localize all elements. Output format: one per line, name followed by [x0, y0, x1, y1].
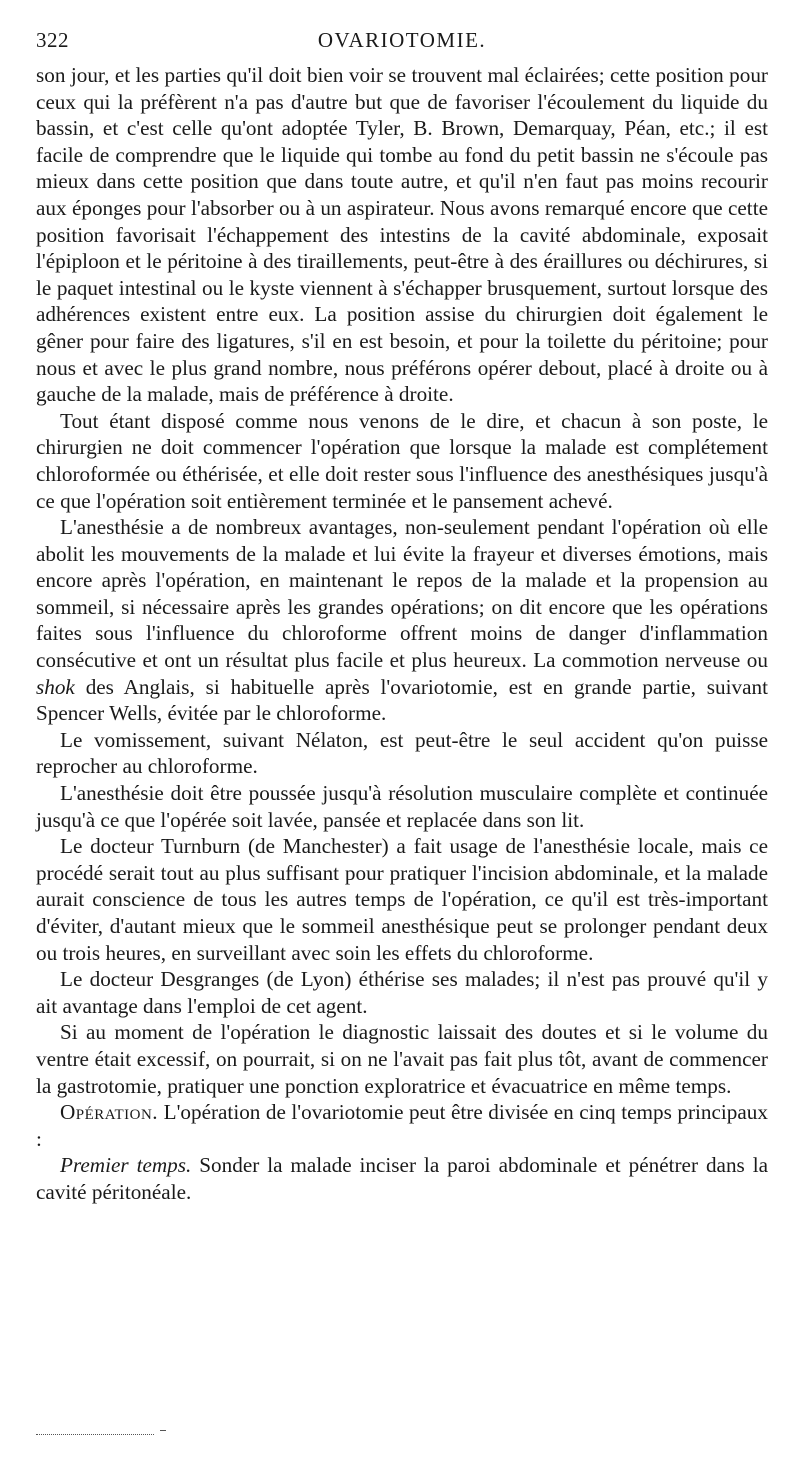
- premier-temps-paragraph: [36, 1152, 768, 1205]
- shok-term: shok: [36, 674, 75, 699]
- paragraph-1: son jour, et les parties qu'il doit bien voir se trouvent mal éclairées; cette position pour ceux qui la préfèrent n'a pas d'autre but que de favoriser l'écoulement du liquide du bassin, et c'est celle qu'ont adoptée Tyler, B. Brown, Demarquay, Péan, etc.; il est facile de comprendre que le liquide qui tombe au fond du petit bassin ne s'écoule pas mieux dans cette position que dans toute autre, et qu'il n'en faut pas moins recourir aux éponges pour l'absorber ou à un aspirateur. Nous avons remarqué encore que cette position favorisait l'échappement des intestins de la cavité abdominale, exposait l'épiploon et le péritoine à des tiraillements, peut-être à des éraillures ou déchirures, si le paquet intestinal ou le kyste viennent à s'échapper brusquement, surtout lorsque des adhérences existent entre eux. La position assise du chirurgien doit également le gêner pour faire des ligatures, s'il en est besoin, et pour la toilette du péritoine; pour nous et avec le plus grand nombre, nous préférons opérer debout, placé à droite ou à gauche de la malade, mais de préférence à droite.: [36, 63, 768, 407]
- paragraph-3-tail: des Anglais, si habituelle après l'ovariotomie, est en grande partie, suivant Spencer Wells, évitée par le chloroforme.: [36, 674, 768, 726]
- operation-label: Opération.: [60, 1100, 159, 1125]
- paragraph-6: Le docteur Turnburn (de Manchester) a fait usage de l'anesthésie locale, mais ce procédé serait tout au plus suffisant pour pratiquer l'incision abdominale, et la malade aurait conscience de tous les autres temps de l'opération, ce qu'il est très-important d'éviter, d'autant mieux que le sommeil anesthésique peut se prolonger pendant deux ou trois heures, en surveillant avec soin les effets du chloroforme.: [36, 834, 768, 965]
- page: [36, 28, 768, 1206]
- footer-dash: [160, 1430, 166, 1431]
- premier-temps-label: Premier temps.: [60, 1153, 192, 1178]
- running-head: [36, 28, 768, 60]
- premier-temps-text: Sonder la malade inciser la paroi abdominale et pénétrer dans la cavité péritonéale.: [36, 1153, 769, 1204]
- body-text: [36, 62, 768, 1206]
- paragraph-4: Le vomissement, suivant Nélaton, est peut-être le seul accident qu'on puisse reprocher au chloroforme.: [36, 727, 768, 779]
- paragraph-8: Si au moment de l'opération le diagnostic laissait des doutes et si le volume du ventre était excessif, on pourrait, si on ne l'avait pas fait plus tôt, avant de commencer la gastrotomie, pratiquer une ponction exploratrice et évacuatrice en même temps.: [36, 1020, 768, 1098]
- paragraph-3-text: L'anesthésie a de nombreux avantages, non-seulement pendant l'opération où elle abolit les mouvements de la malade et lui évite la frayeur et diverses émotions, mais encore après l'opération, en maintenant le repos de la malade et la propension au sommeil, si nécessaire après les grandes opérations; on dit encore que les opérations faites sous l'influence du chloroforme offrent moins de danger d'inflammation consécutive et ont un résultat plus facile et plus heureux. La commotion nerveuse ou: [36, 515, 768, 673]
- paragraph-7: Le docteur Desgranges (de Lyon) éthérise ses malades; il n'est pas prouvé qu'il y ait avantage dans l'emploi de cet agent.: [36, 967, 768, 1018]
- paragraph-3: [36, 514, 768, 727]
- operation-text: L'opération de l'ovariotomie peut être divisée en cinq temps principaux :: [36, 1100, 768, 1151]
- footer-rule: [36, 1434, 154, 1435]
- operation-paragraph: [36, 1099, 768, 1152]
- paragraph-2: Tout étant disposé comme nous venons de le dire, et chacun à son poste, le chirurgien ne doit commencer l'opération que lorsque la malade est complétement chloroformée ou éthérisée, et elle doit rester sous l'influence des anesthésiques jusqu'à ce que l'opération soit entièrement terminée et le pansement achevé.: [36, 408, 768, 513]
- page-number: 322: [36, 28, 69, 52]
- paragraph-5: L'anesthésie doit être poussée jusqu'à résolution musculaire complète et continuée jusqu'à ce que l'opérée soit lavée, pansée et replacée dans son lit.: [36, 781, 768, 832]
- running-title: OVARIOTOMIE.: [317, 28, 487, 52]
